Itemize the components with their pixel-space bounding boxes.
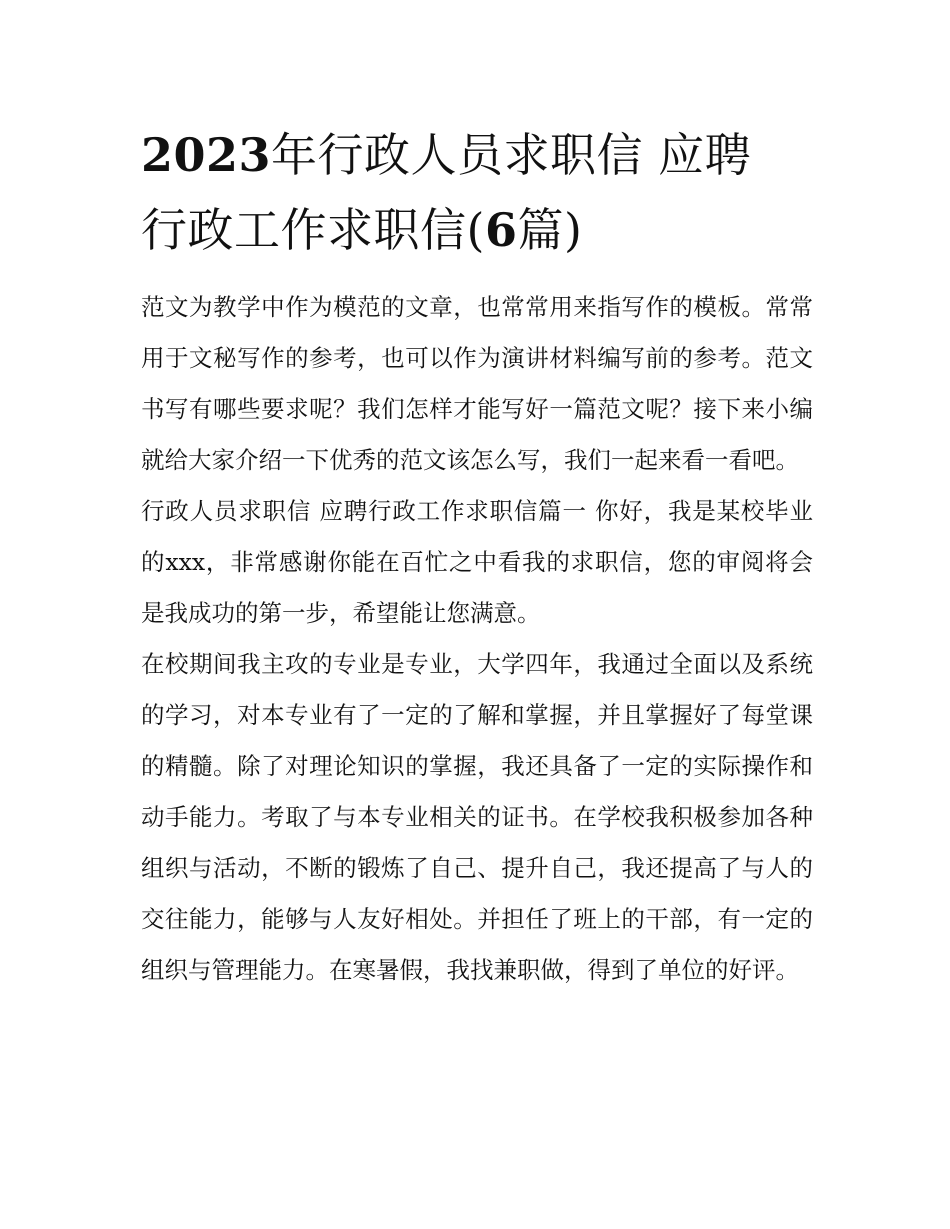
title-line2-end: 篇) bbox=[517, 203, 583, 257]
document-content bbox=[141, 118, 813, 996]
title-year: 2023 bbox=[141, 128, 272, 182]
paragraph-greeting: 行政人员求职信 应聘行政工作求职信篇一 你好，我是某校毕业的xxx，非常感谢你能在百忙之中看我的求职信，您的审阅将会是我成功的第一步，希望能让您满意。 bbox=[141, 497, 813, 627]
paragraph-intro: 范文为教学中作为模范的文章，也常常用来指写作的模板。常常用于文秘写作的参考，也可以作为演讲材料编写前的参考。范文书写有哪些要求呢？我们怎样才能写好一篇范文呢？接下来小编就给大家介绍一下优秀的范文该怎么写，我们一起来看一看吧。 bbox=[141, 293, 813, 474]
document-body bbox=[141, 282, 813, 996]
document-title bbox=[141, 118, 813, 268]
title-line1-text: 年行政人员求职信 应聘 bbox=[271, 128, 752, 182]
paragraph-education: 在校期间我主攻的专业是专业，大学四年，我通过全面以及系统的学习，对本专业有了一定的了解和掌握，并且掌握好了每堂课的精髓。除了对理论知识的掌握，我还具备了一定的实际操作和动手能力。考取了与本专业相关的证书。在学校我积极参加各种组织与活动，不断的锻炼了自己、提升自己，我还提高了与人的交往能力，能够与人友好相处。并担任了班上的干部，有一定的组织与管理能力。在寒暑假，我找兼职做，得到了单位的好评。 bbox=[141, 650, 813, 984]
title-count: 6 bbox=[484, 203, 518, 257]
title-line2-text: 行政工作求职信( bbox=[141, 203, 485, 257]
